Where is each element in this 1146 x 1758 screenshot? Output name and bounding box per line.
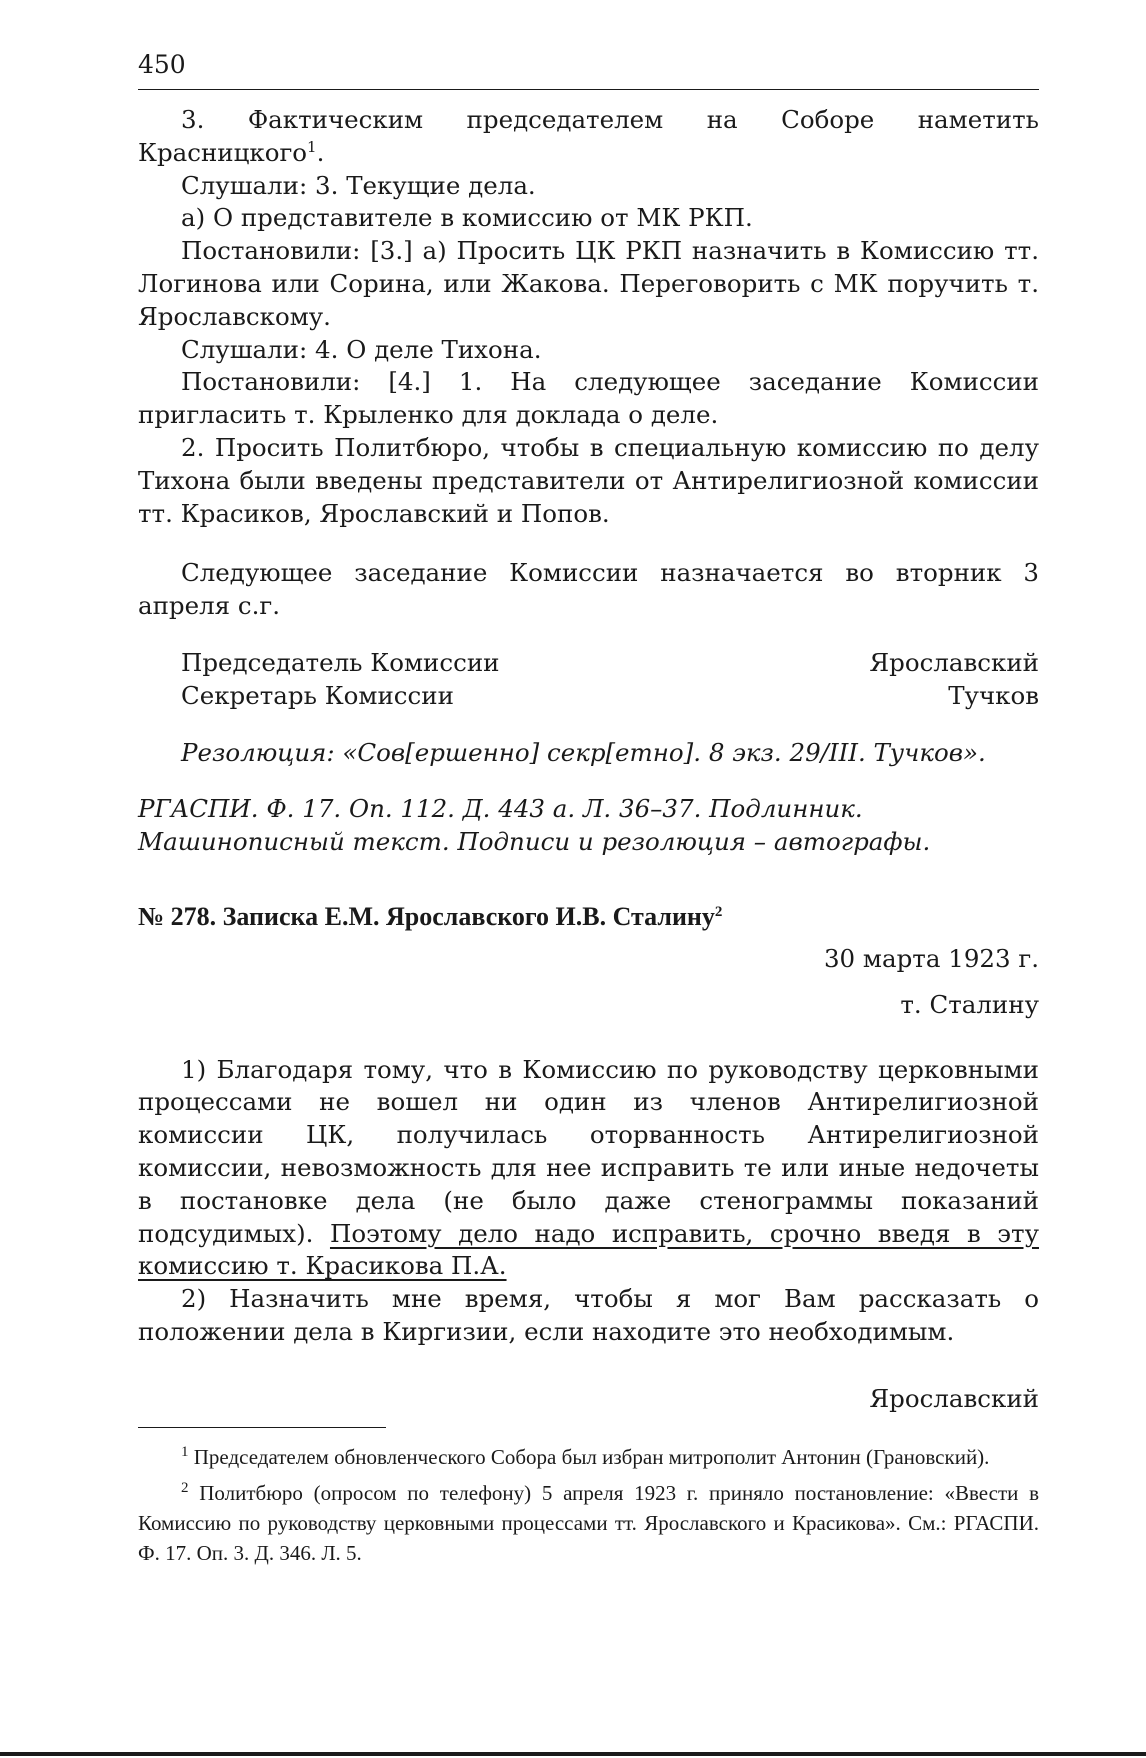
footnote-2-text: Политбюро (опросом по телефону) 5 апреля 1923 г. приняло постановление: «Ввести в Комиссию по руководству церковными процессами тт. Ярославского и Красикова». См.: РГАСПИ. Ф. 17. Оп. 3. Д. 346. Л. 5. (138, 1481, 1039, 1565)
footnote-2-mark: 2 (181, 1480, 189, 1496)
document-paragraph-2: 2) Назначить мне время, чтобы я мог Вам рассказать о положении дела в Киргизии, если находите это необходимым. (138, 1284, 1039, 1346)
chair-title: Председатель Комиссии (181, 647, 500, 677)
document-paragraph-1 (138, 1054, 1039, 1284)
main-text (138, 104, 1039, 1416)
header-rule (138, 89, 1039, 90)
archive-reference (138, 793, 1039, 859)
page-number: 450 (138, 50, 186, 79)
document-addressee: т. Сталину (900, 989, 1039, 1019)
paragraph-1-text: 1) Благодаря тому, что в Комиссию по руководству церковными процессами не вошел ни один из членов Антирелигиозной комиссии ЦК, получилась оторванность Антирелигиозной комиссии, невозможность для нее исправить те или иные недочеты в постановке дела (не было даже стенограммы показаний подсудимых). (138, 1054, 1039, 1248)
footnote-1 (138, 1442, 1039, 1472)
chair-name: Ярославский (869, 647, 1039, 677)
resolved-4: Постановили: [4.] 1. На следующее заседание Комиссии пригласить т. Крыленко для доклада о деле. (138, 367, 1039, 430)
secretary-signature-row (138, 680, 1039, 713)
underlined-passage: Поэтому дело надо исправить, срочно введя в эту комиссию т. Красикова П.А. (138, 1218, 1039, 1281)
minutes-item-3 (138, 104, 1039, 170)
footnotes (138, 1442, 1039, 1574)
document-date: 30 марта 1923 г. (823, 943, 1039, 973)
resolved-3: Постановили: [3.] а) Просить ЦК РКП назначить в Комиссию тт. Логинова или Сорина, или Жакова. Переговорить с МК поручить т. Ярославскому. (138, 236, 1039, 331)
heard-3a: а) О представителе в комиссию от МК РКП. (181, 203, 753, 233)
heard-3: Слушали: 3. Текущие дела. (181, 170, 536, 200)
archive-line-2: Машинописный текст. Подписи и резолюция – автографы. (138, 827, 931, 857)
footnote-1-mark: 1 (181, 1444, 189, 1460)
archive-line-1: РГАСПИ. Ф. 17. Оп. 112. Д. 443 а. Л. 36–37. Подлинник. (138, 794, 863, 824)
footnote-rule (138, 1427, 386, 1428)
next-meeting: Следующее заседание Комиссии назначается во вторник 3 апреля с.г. (138, 558, 1039, 621)
document-title (138, 901, 1039, 933)
document-title-text: № 278. Записка Е.М. Ярославского И.В. Сталину (138, 901, 715, 931)
resolution-note: Резолюция: «Сов[ершенно] секр[етно]. 8 экз. 29/III. Тучков». (181, 737, 986, 767)
footnote-1-text: Председателем обновленческого Собора был избран митрополит Антонин (Грановский). (193, 1445, 990, 1469)
secretary-title: Секретарь Комиссии (181, 680, 454, 710)
item3-text: 3. Фактическим председателем на Соборе наметить Красницкого (138, 105, 1039, 167)
resolved-4-2: 2. Просить Политбюро, чтобы в специальную комиссию по делу Тихона были введены представители от Антирелигиозной комиссии тт. Красиков, Ярославский и Попов. (138, 432, 1039, 528)
scan-edge (0, 1752, 1146, 1756)
footnote-2 (138, 1478, 1039, 1568)
heard-4: Слушали: 4. О деле Тихона. (181, 334, 542, 364)
secretary-name: Тучков (948, 680, 1039, 710)
chair-signature-row (138, 647, 1039, 680)
document-signature: Ярославский (869, 1383, 1039, 1413)
footnote-ref-1: 1 (307, 137, 317, 156)
item3-end: . (316, 137, 325, 167)
footnote-ref-2: 2 (714, 903, 723, 920)
